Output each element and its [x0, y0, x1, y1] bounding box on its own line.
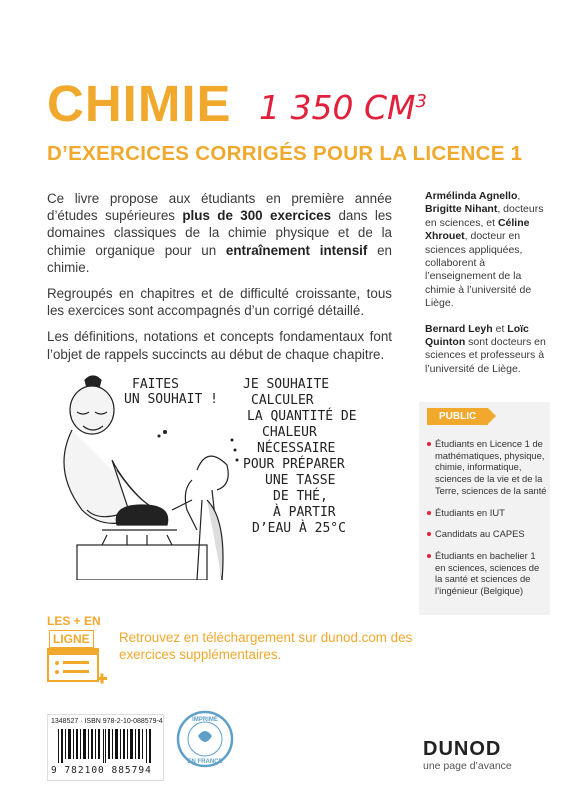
bullet-icon — [427, 532, 431, 536]
description — [47, 190, 392, 372]
isbn-text: 1348527 · ISBN 978-2-10-088579-4 — [51, 718, 163, 725]
download-list-icon — [47, 648, 109, 688]
public-item — [427, 507, 547, 519]
chemist-line: À PARTIR — [273, 505, 336, 520]
chemist-line: CHALEUR — [262, 425, 317, 440]
book-subtitle: D’EXERCICES CORRIGÉS POUR LA LICENCE 1 — [47, 142, 523, 165]
barcode-number: 9 782100 885794 — [51, 765, 152, 776]
description-paragraph-1 — [47, 190, 392, 276]
public-item-text: Étudiants en Licence 1 de mathématiques, physique, chimie, informatique, sciences de la vie et de la Terre, sciences de la santé — [435, 438, 547, 496]
online-badge — [47, 614, 117, 684]
book-volume — [259, 82, 427, 128]
author-name: Armélinda Agnello — [425, 190, 518, 202]
book-title: CHIMIE — [47, 75, 232, 132]
volume-text: 1 350 CM — [259, 88, 416, 127]
author-text: , — [517, 190, 521, 202]
description-paragraph-3: Les définitions, notations et concepts fondamentaux font l’objet de rappels succincts au début de chaque chapitre. — [47, 329, 392, 362]
volume-exponent: 3 — [415, 91, 427, 112]
public-badge: PUBLIC — [427, 408, 488, 425]
bullet-icon — [427, 511, 431, 515]
public-item — [427, 550, 547, 597]
genie-speech-2: UN SOUHAIT ! — [124, 392, 218, 407]
author-text: et — [492, 322, 508, 335]
desc-text: dans les domaines classiques de la chimie physique et de la chimie organique pour un — [47, 208, 392, 258]
cartoon-illustration — [47, 360, 402, 580]
author-name: Brigitte Nihant — [425, 203, 498, 216]
public-item — [427, 528, 547, 540]
chemist-line: LA QUANTITÉ DE — [247, 409, 357, 424]
author-text: , docteur en sciences appliquées, collaborent à l’enseignement de la chimie à l’université de Liège. — [425, 230, 532, 310]
chemist-line: DE THÉ, — [273, 489, 328, 504]
chemist-line: UNE TASSE — [265, 473, 336, 488]
seal-text-bottom: EN FRANCE — [187, 759, 223, 765]
author-text: , docteurs en sciences, et — [425, 203, 544, 229]
publisher-tagline: une page d’avance — [423, 760, 512, 772]
online-badge-line-2: LIGNE — [49, 630, 94, 648]
printed-in-france-seal-icon — [176, 710, 234, 768]
chemist-line: POUR PRÉPARER — [243, 457, 345, 472]
public-box — [419, 402, 550, 615]
authors-paragraph-1 — [425, 190, 550, 311]
publisher-logo: DUNOD — [423, 738, 502, 760]
genie-speech-1: FAITES — [132, 377, 179, 392]
chemist-line: D’EAU À 25°C — [252, 521, 346, 536]
bullet-icon — [427, 442, 431, 446]
desc-highlight: entraînement intensif — [225, 242, 368, 258]
description-paragraph-2: Regroupés en chapitres et de difficulté croissante, tous les exercices sont accompagnés d’un corrigé détaillé. — [47, 286, 392, 319]
public-item-text: Étudiants en IUT — [435, 506, 505, 518]
online-badge-line-1: LES + EN — [47, 614, 101, 628]
author-name: Bernard Leyh — [425, 322, 493, 335]
barcode-bars-icon — [58, 729, 153, 763]
author-name: Loïc Quinton — [425, 322, 529, 349]
public-item-text: Étudiants en bachelier 1 en sciences, sciences de la santé et sciences de l’ingénieur (Belgique) — [435, 549, 540, 597]
public-item — [427, 438, 547, 497]
bubble-tails — [158, 430, 239, 462]
desc-text: Ce livre propose aux étudiants en première année d’études supérieures — [47, 191, 392, 224]
chemist-speech — [243, 377, 357, 536]
authors-block — [425, 190, 550, 388]
chemist-line: CALCULER — [251, 393, 314, 408]
author-name: Céline Xhrouet — [425, 216, 530, 243]
authors-paragraph-2 — [425, 323, 550, 377]
chemist-line: NÉCESSAIRE — [257, 441, 336, 456]
desc-text: en chimie. — [47, 242, 392, 275]
public-list — [427, 438, 547, 607]
chemist-line: JE SOUHAITE — [243, 377, 330, 392]
online-text: Retrouvez en téléchargement sur dunod.com des exercices supplémentaires. — [119, 630, 413, 662]
desc-highlight: plus de 300 exercices — [182, 208, 332, 224]
author-text: sont docteurs en sciences et professeurs à l’université de Liège. — [425, 336, 546, 375]
seal-text-top: IMPRIMÉ — [192, 717, 218, 723]
bullet-icon — [427, 554, 431, 558]
barcode — [47, 714, 164, 781]
public-item-text: Candidats au CAPES — [435, 528, 525, 540]
